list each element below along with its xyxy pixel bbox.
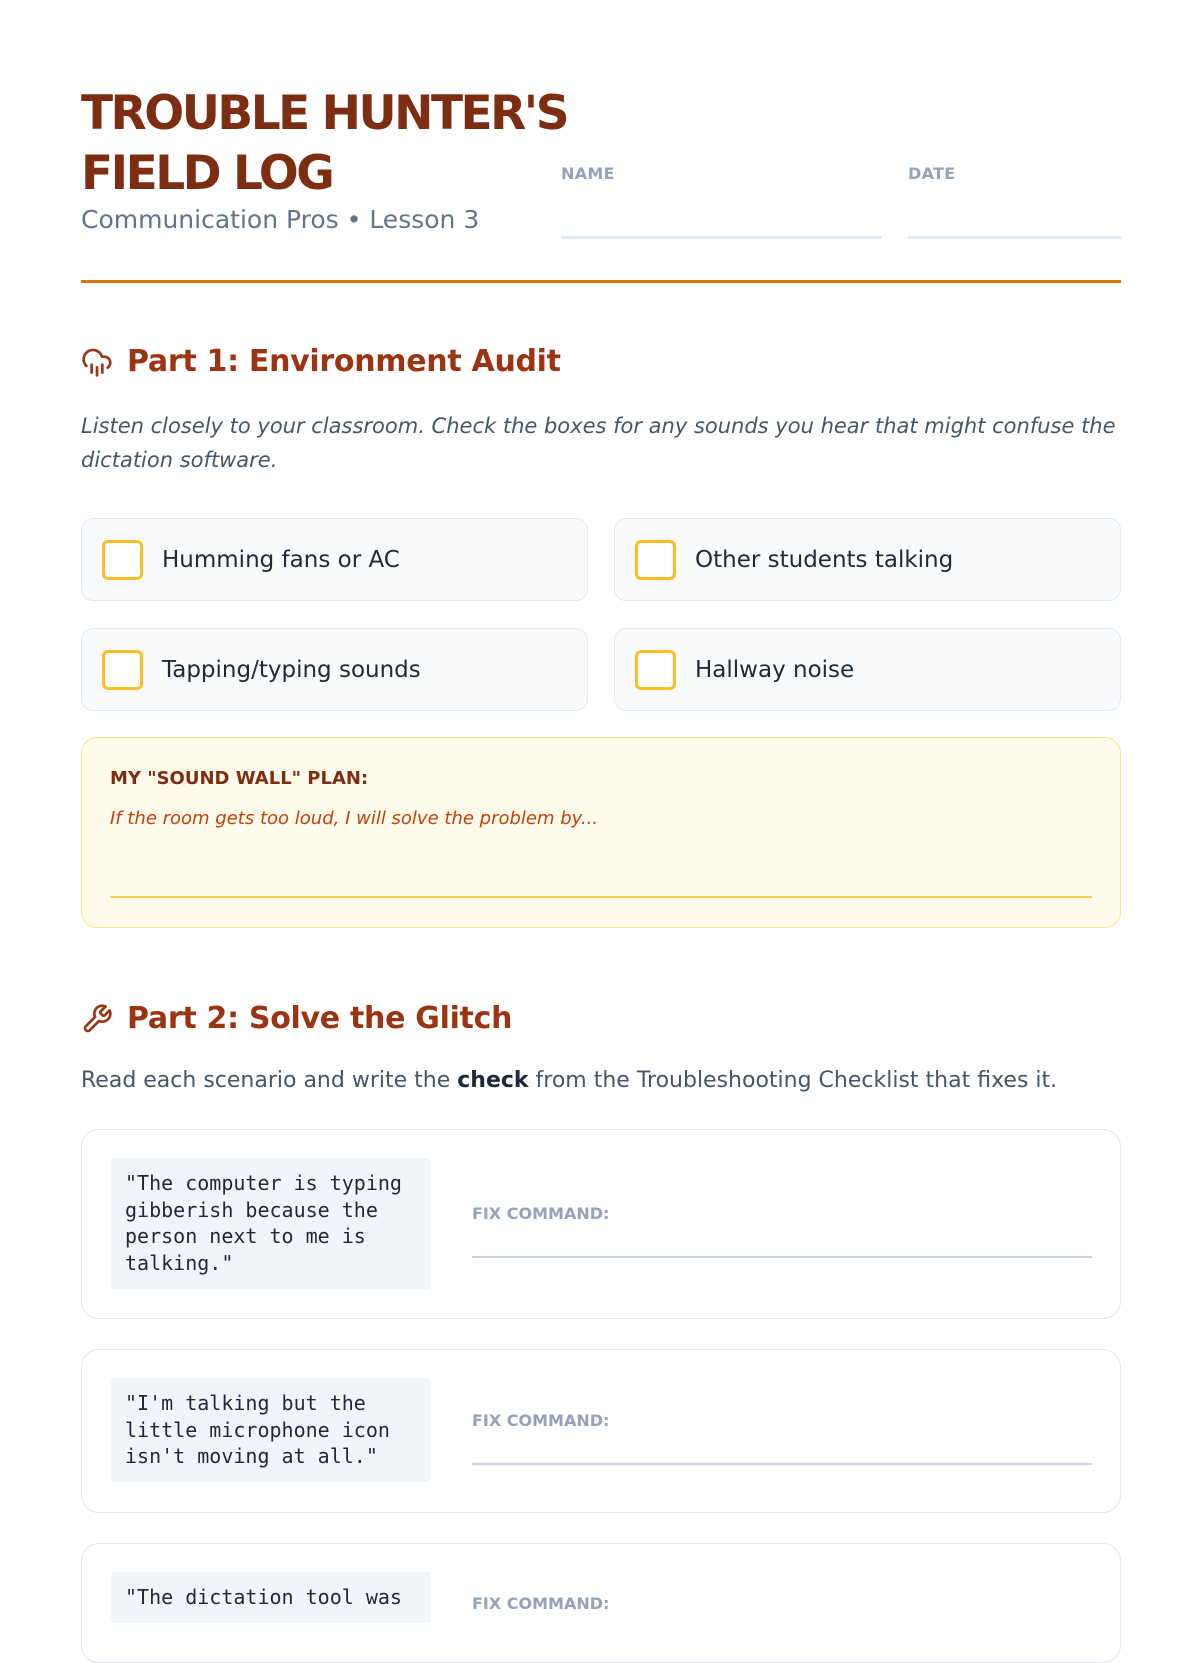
- fix-command-label: FIX COMMAND:: [472, 1411, 610, 1430]
- plan-title: MY "SOUND WALL" PLAN:: [110, 768, 369, 789]
- scenario-card-1: [81, 1129, 1121, 1319]
- scenario-quote: "I'm talking but the little microphone icon isn't moving at all.": [111, 1378, 431, 1482]
- title-line-2: FIELD LOG: [81, 146, 333, 201]
- part2-intro-bold: check: [457, 1068, 529, 1093]
- checkbox-label: Humming fans or AC: [162, 546, 400, 573]
- sound-wall-plan: [81, 737, 1121, 928]
- checkbox-square[interactable]: [635, 540, 676, 580]
- title-line-1: TROUBLE HUNTER'S: [81, 86, 568, 141]
- checkbox-square[interactable]: [635, 650, 676, 690]
- scenario-quote: "The computer is typing gibberish because the person next to me is talking.": [111, 1158, 431, 1289]
- name-input-line[interactable]: [561, 236, 882, 239]
- part1-instructions: Listen closely to your classroom. Check the boxes for any sounds you hear that might confuse the dictation software.: [81, 414, 1116, 472]
- fix-command-label: FIX COMMAND:: [472, 1204, 610, 1223]
- wrench-icon: [81, 1003, 113, 1035]
- checkbox-tapping-sounds[interactable]: [81, 628, 588, 711]
- checkbox-hallway-noise[interactable]: [614, 628, 1121, 711]
- fix-command-label: FIX COMMAND:: [472, 1594, 610, 1613]
- cloud-rain-icon: [81, 346, 113, 378]
- checkbox-humming-fans[interactable]: [81, 518, 588, 601]
- name-label: NAME: [561, 164, 615, 183]
- part2-instructions: [81, 1068, 1121, 1093]
- header-divider: [81, 280, 1121, 283]
- part2-intro-before: Read each scenario and write the: [81, 1068, 458, 1093]
- checkbox-label: Other students talking: [695, 546, 954, 573]
- worksheet-header: [81, 0, 1121, 284]
- part2-title: Part 2: Solve the Glitch: [127, 1001, 513, 1036]
- plan-answer-line[interactable]: [110, 896, 1092, 898]
- checkbox-label: Tapping/typing sounds: [162, 656, 421, 683]
- checkbox-label: Hallway noise: [695, 656, 855, 683]
- plan-prompt: If the room gets too loud, I will solve the problem by...: [110, 808, 599, 829]
- scenario-card-2: [81, 1349, 1121, 1513]
- date-input-line[interactable]: [908, 236, 1121, 239]
- worksheet-page: [81, 0, 1121, 1613]
- checkbox-square[interactable]: [102, 650, 143, 690]
- date-label: DATE: [908, 164, 956, 183]
- name-field[interactable]: [561, 164, 882, 183]
- scenario-quote: "The dictation tool was: [111, 1572, 431, 1623]
- worksheet-subtitle: Communication Pros • Lesson 3: [81, 205, 480, 234]
- part1-title: Part 1: Environment Audit: [127, 344, 561, 379]
- date-field[interactable]: [908, 164, 1121, 183]
- scenario-card-3: [81, 1543, 1121, 1663]
- fix-command-line[interactable]: [472, 1256, 1092, 1258]
- part1-heading: [81, 344, 561, 379]
- checkbox-square[interactable]: [102, 540, 143, 580]
- part2-heading: [81, 1001, 512, 1036]
- worksheet-title: [81, 84, 567, 204]
- fix-command-line[interactable]: [472, 1463, 1092, 1465]
- part2-intro-after: from the Troubleshooting Checklist that fixes it.: [528, 1068, 1058, 1093]
- checkbox-students-talking[interactable]: [614, 518, 1121, 601]
